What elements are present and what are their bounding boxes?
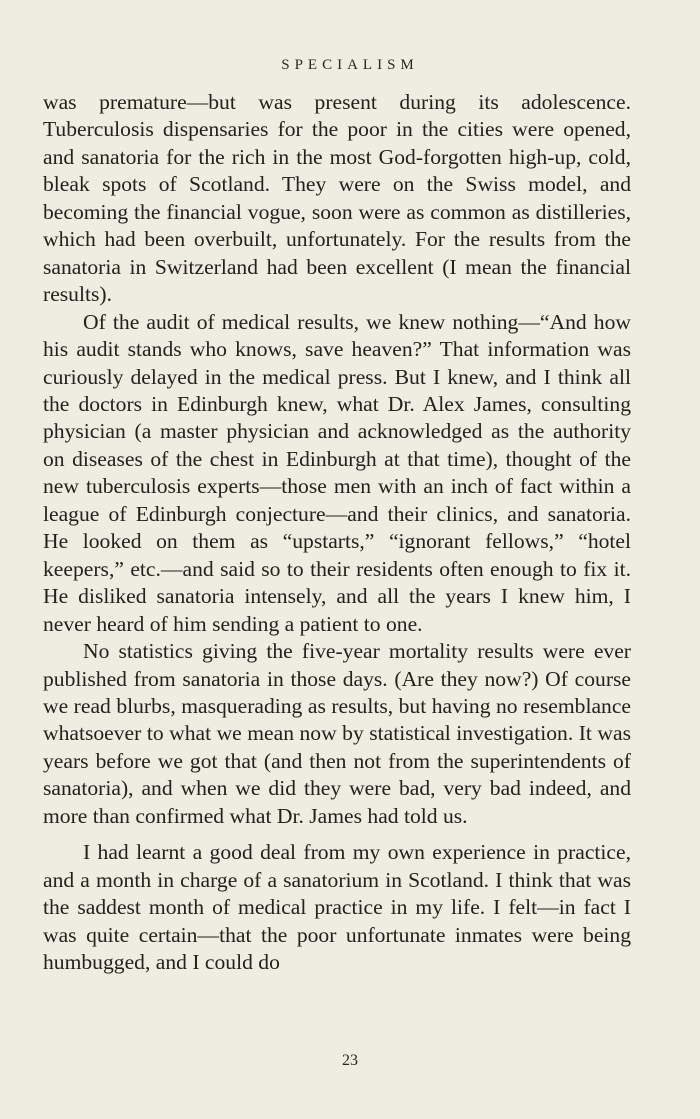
paragraph-audit: Of the audit of medical results, we knew nothing—“And how his audit stands who knows, save heaven?” That information was curiously delayed in the medical press. But I knew, and I think all the doctors in Edinburgh knew, what Dr. Alex James, consulting physician (a master physician and acknowledged as the authority on diseases of the chest in Edinburgh at that time), thought of the new tuberculosis experts—those men with an inch of fact within a league of Edinburgh conjecture—and their clinics, and sanatoria. He looked on them as “upstarts,” “ignorant fellows,” “hotel keepers,” etc.—and said so to their residents often enough to fix it. He disliked sanatoria intensely, and all the years I knew him, I never heard of him sending a patient to one. <box>43 309 631 636</box>
page-number: 23 <box>342 1052 358 1069</box>
paragraph-continued: was premature—but was present during its adolescence. Tuberculosis dispensaries for the poor in the cities were opened, and sanatoria for the rich in the most God-forgotten high-up, cold, bleak spots of Scotland. They were on the Swiss model, and becoming the financial vogue, soon were as common as distilleries, which had been overbuilt, unfortunately. For the results from the sanatoria in Switzerland had been excellent (I mean the financial results). <box>43 90 631 307</box>
paragraph-experience: I had learnt a good deal from my own experience in practice, and a month in charge of a sanatorium in Scotland. I think that was the saddest month of medical practice in my life. I felt—in fact I was quite certain—that the poor unfortunate inmates were being humbugged, and I could do <box>43 840 631 975</box>
body-text <box>43 89 631 977</box>
paragraph-statistics: No statistics giving the five-year mortality results were ever published from sanatoria in those days. (Are they now?) Of course we read blurbs, masquerading as results, but having no resemblance whatsoever to what we mean now by statistical investigation. It was years before we got that (and then not from the superintendents of sanatoria), and when we did they were bad, very bad indeed, and more than confirmed what Dr. James had told us. <box>43 639 631 828</box>
running-head: SPECIALISM <box>281 57 419 73</box>
